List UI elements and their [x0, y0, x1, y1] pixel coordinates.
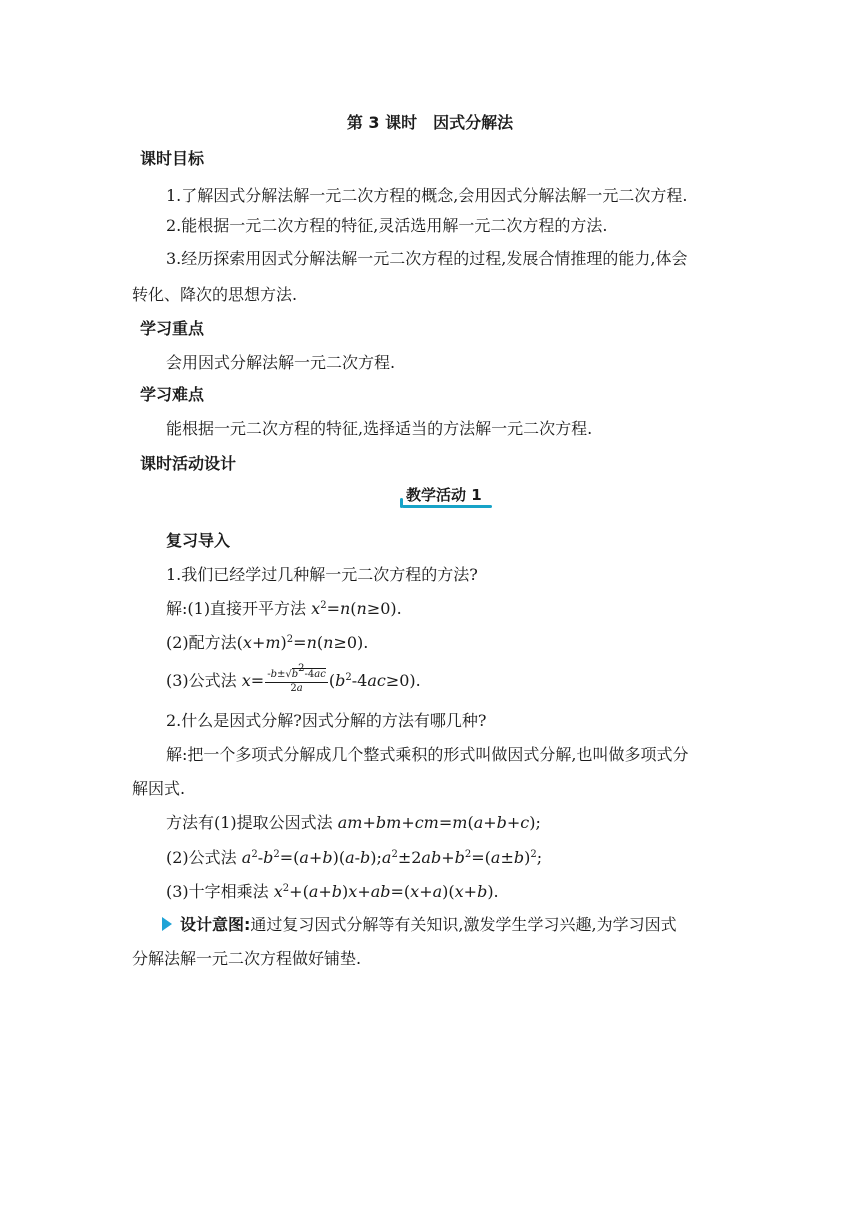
formula-cross-multiplication: $x^2+(a+b)x+ab=(x+a)(x+b)$.	[273, 882, 499, 901]
answer-3-prefix: (3)公式法	[166, 671, 242, 690]
answer-4-line1: 解:把一个多项式分解成几个整式乘积的形式叫做因式分解,也叫做多项式分	[166, 745, 689, 764]
review-heading: 复习导入	[166, 531, 231, 550]
objective-2: 2.能根据一元二次方程的特征,灵活选用解一元二次方程的方法.	[166, 216, 608, 235]
method-2-prefix: (2)公式法	[166, 848, 242, 867]
answer-1	[166, 596, 402, 619]
design-intent-line2: 分解法解一元二次方程做好铺垫.	[132, 949, 362, 968]
answer-3	[166, 663, 421, 694]
triangle-marker-icon	[162, 917, 172, 931]
difficulty-heading: 学习难点	[140, 385, 205, 404]
page-title: 第 3 课时 因式分解法	[346, 113, 514, 132]
activity-banner-label: 教学活动 1	[406, 486, 482, 504]
method-3-prefix: (3)十字相乘法	[166, 882, 274, 901]
design-heading: 课时活动设计	[140, 454, 237, 473]
difficulty-text: 能根据一元二次方程的特征,选择适当的方法解一元二次方程.	[166, 419, 593, 438]
design-intent	[162, 912, 677, 935]
objective-3-line2: 转化、降次的思想方法.	[132, 285, 298, 304]
formula-identities: $a^2-b^2=(a+b)(a-b);a^2\pm 2ab+b^2=(a\pm b)^2$;	[241, 848, 543, 867]
method-1	[166, 810, 541, 833]
key-heading: 学习重点	[140, 319, 205, 338]
answer-1-prefix: 解:(1)直接开平方法	[166, 599, 312, 618]
question-1: 1.我们已经学过几种解一元二次方程的方法?	[166, 565, 478, 584]
banner-underline	[402, 505, 492, 508]
formula-complete-square: $(x+m)^2=n(n\ge 0)$.	[236, 633, 369, 652]
formula-common-factor: am+bm+cm=m(a+b+c);	[337, 813, 541, 832]
answer-2-prefix: (2)配方法	[166, 633, 237, 652]
answer-4-line2: 解因式.	[132, 779, 186, 798]
objective-1: 1.了解因式分解法解一元二次方程的概念,会用因式分解法解一元二次方程.	[166, 186, 688, 205]
method-2	[166, 845, 542, 868]
activity-banner	[400, 482, 492, 508]
key-text: 会用因式分解法解一元二次方程.	[166, 353, 396, 372]
design-intent-label: 设计意图:	[180, 915, 251, 934]
design-intent-line1: 通过复习因式分解等有关知识,激发学生学习兴趣,为学习因式	[250, 915, 677, 934]
quadratic-fraction: $\frac{-b\pm√b^2-4ac}{2a}$	[267, 663, 326, 694]
objectives-heading: 课时目标	[140, 149, 205, 168]
method-1-prefix: 方法有(1)提取公因式法	[166, 813, 338, 832]
method-3	[166, 879, 499, 902]
answer-2	[166, 630, 368, 653]
formula-direct-root: $x^2=n(n\ge 0)$.	[311, 599, 402, 618]
question-2: 2.什么是因式分解?因式分解的方法有哪几种?	[166, 711, 487, 730]
formula-quadratic: x= $\frac{-b\pm√b^2-4ac}{2a}$ $(b^2-4ac\ge 0)$.	[241, 663, 421, 694]
banner-hook	[400, 498, 403, 508]
objective-3-line1: 3.经历探索用因式分解法解一元二次方程的过程,发展合情推理的能力,体会	[166, 249, 688, 268]
